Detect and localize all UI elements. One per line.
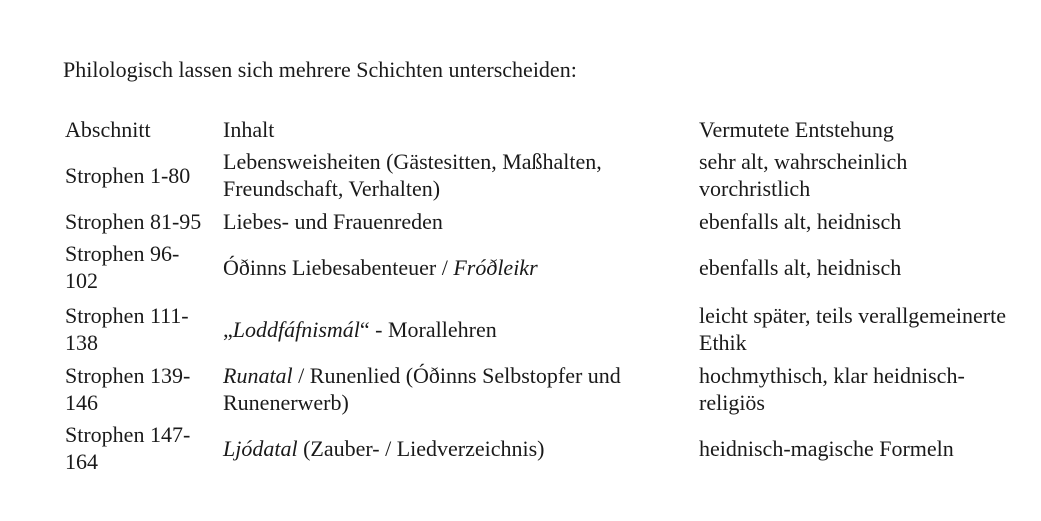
content-cell [218, 144, 694, 206]
table-row [60, 144, 1014, 206]
section-cell [60, 298, 218, 360]
content-cell [218, 360, 694, 418]
content-cell [218, 418, 694, 478]
content-post: Liebes- und Frauenreden [223, 208, 443, 234]
origin-cell: leicht später, teils verallgemeinerte Ethik [699, 303, 1006, 355]
content-italic: Loddfáfnismál [232, 316, 360, 342]
header-content: Inhalt [223, 116, 275, 142]
content-cell [218, 298, 694, 360]
table-row [60, 360, 1014, 418]
section-line2: 138 [65, 330, 98, 355]
content-post: “ - Morallehren [359, 316, 497, 342]
origin-cell: sehr alt, wahrscheinlich vorchristlich [699, 149, 908, 201]
table-row [60, 206, 1014, 236]
content-cell [218, 206, 694, 236]
section-line1: Strophen 81-95 [65, 208, 202, 234]
content-pre: „ [223, 316, 233, 342]
content-italic: Fróðleikr [453, 254, 538, 280]
section-line2: 102 [65, 268, 98, 293]
content-cell [218, 236, 694, 298]
table-row [60, 236, 1014, 298]
section-line1: Strophen 1-80 [65, 162, 191, 188]
content-post: (Zauber- / Liedverzeichnis) [297, 435, 545, 461]
content-italic: Runatal [223, 363, 293, 388]
origin-cell: heidnisch-magische Formeln [699, 435, 954, 461]
header-section: Abschnitt [65, 116, 151, 142]
table-header-row [60, 112, 1014, 144]
content-pre: Óðinns Liebesabenteuer / [223, 254, 454, 280]
content-italic: Ljódatal [223, 435, 298, 461]
section-cell [60, 236, 218, 298]
intro-paragraph: Philologisch lassen sich mehrere Schichten unterscheiden: [63, 57, 577, 82]
origin-cell: ebenfalls alt, heidnisch [699, 208, 902, 234]
header-origin: Vermutete Entstehung [699, 116, 894, 142]
section-cell [60, 206, 218, 236]
table-row [60, 298, 1014, 360]
strata-table [60, 112, 1014, 478]
section-line1: Strophen 111- [65, 303, 189, 328]
content-post: Lebensweisheiten (Gästesitten, Maßhalten, Freundschaft, Verhalten) [223, 149, 602, 201]
section-line1: Strophen 96- [65, 241, 180, 266]
origin-cell: ebenfalls alt, heidnisch [699, 254, 902, 280]
section-line2: 164 [65, 449, 98, 474]
section-line2: 146 [65, 390, 98, 415]
section-line1: Strophen 139- [65, 363, 191, 388]
content-post: / Runenlied (Óðinns Selbstopfer und Runenerwerb) [223, 363, 621, 415]
section-cell [60, 418, 218, 478]
origin-cell: hochmythisch, klar heidnisch-religiös [699, 363, 965, 415]
section-cell [60, 360, 218, 418]
section-cell [60, 144, 218, 206]
section-line1: Strophen 147- [65, 422, 191, 447]
table-row [60, 418, 1014, 478]
